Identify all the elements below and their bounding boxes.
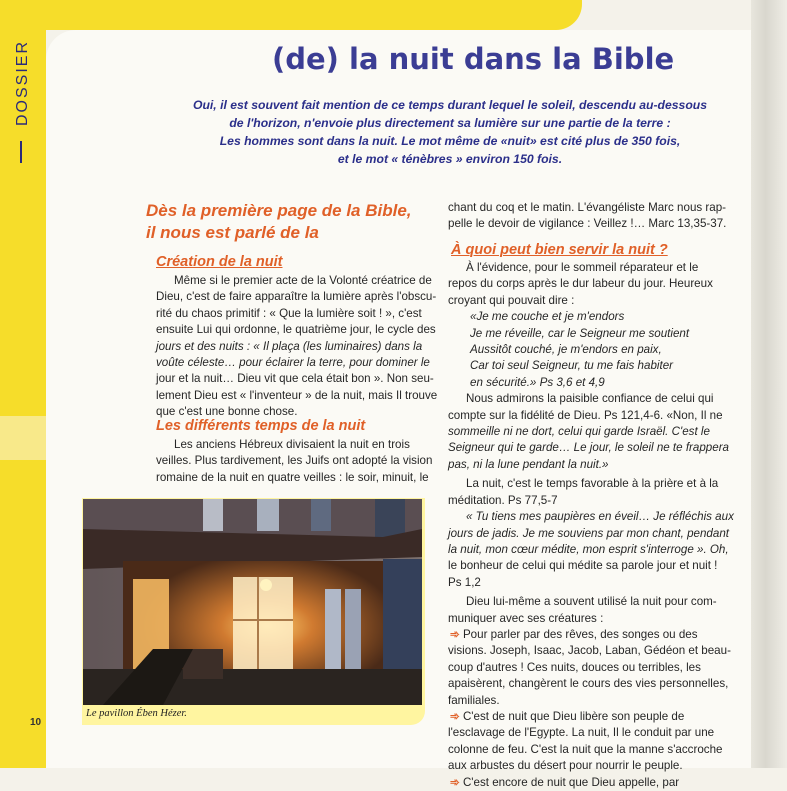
text-line: l'esclavage de l'Egypte. La nuit, Il le conduit par une	[448, 726, 715, 740]
house-photo	[83, 499, 422, 705]
text-line: jours de jadis. Je me souviens par mon chant, pendant	[448, 526, 729, 540]
arrow-bullet-icon: ➾	[450, 775, 463, 789]
text-line: « Tu tiens mes paupières en éveil… Je réfléchis aux	[466, 510, 734, 524]
text-line: romaine de la nuit en quatre veilles : le soir, minuit, le	[156, 470, 429, 484]
text-line: pelle le devoir de vigilance : Veillez !… Marc 13,35-37.	[448, 217, 727, 231]
photo-caption: Le pavillon Ében Hézer.	[86, 708, 187, 719]
text-line: Car toi seul Seigneur, tu me fais habiter	[470, 359, 673, 373]
creation-heading: Création de la nuit	[156, 254, 283, 270]
arrow-bullet-icon: ➾	[450, 709, 463, 723]
text-line: sommeille ni ne dort, celui qui garde Israël. C'est le	[448, 425, 710, 439]
text-line: que c'est une bonne chose.	[156, 405, 298, 419]
text-line: «Je me couche et je m'endors	[470, 310, 625, 324]
text-line: Même si le premier acte de la Volonté créatrice de	[174, 274, 432, 287]
page-title: (de) la nuit dans la Bible	[272, 42, 675, 76]
intro-line: et le mot « ténèbres » environ 150 fois.	[337, 152, 563, 166]
text-line: croyant qui pouvait dire :	[448, 293, 575, 307]
text-line: chant du coq et le matin. L'évangéliste Marc nous rap-	[448, 201, 727, 214]
text-line: Ps 1,2	[448, 575, 481, 589]
text-line: voûte céleste… pour éclairer la terre, pour dominer le	[156, 356, 430, 370]
text-line: colonne de feu. C'est la nuit que la manne s'accroche	[448, 742, 723, 756]
text-line: compte sur la fidélité de Dieu. Ps 121,4-6. «Non, Il ne	[448, 408, 723, 422]
intro-line: de l'horizon, n'envoie plus directement sa lumière sur une partie de la terre :	[229, 116, 671, 130]
text-line: C'est de nuit que Dieu libère son peuple de	[462, 709, 685, 723]
text-line: veilles. Plus tardivement, les Juifs ont adopté la vision	[156, 454, 433, 468]
text-line: rité du chaos primitif : « Que la lumière soit ! », c'est	[156, 306, 422, 320]
text-line: ensuite Lui qui ordonne, le quatrième jour, le cycle des	[156, 323, 436, 337]
text-line: À l'évidence, pour le sommeil réparateur et le	[466, 261, 699, 274]
text-line: méditation. Ps 77,5-7	[448, 493, 558, 507]
intro-line: Oui, il est souvent fait mention de ce temps durant lequel le soleil, descendu au-dessous	[192, 98, 708, 112]
creation-paragraph	[156, 273, 438, 421]
text-line: coup d'autres ! Ces nuits, douces ou terribles, les	[448, 660, 701, 674]
section-heading	[146, 200, 412, 244]
text-line: aux arbustes du désert pour nourrir le peuple.	[448, 759, 683, 773]
section-divider	[20, 141, 22, 163]
text-line: pas, ni la lune pendant la nuit.»	[448, 457, 609, 471]
text-line: muniquer avec ses créatures :	[448, 611, 604, 625]
text-line: visions. Joseph, Isaac, Jacob, Laban, Gédéon et beau-	[448, 644, 731, 658]
text-line: en sécurité.» Ps 3,6 et 4,9	[470, 375, 605, 389]
text-line: apaisèrent, changèrent le cours des vies personnelles,	[448, 677, 729, 691]
page-number: 10	[30, 717, 42, 728]
text-line: Les anciens Hébreux divisaient la nuit en trois	[174, 438, 410, 451]
text-line: Je me réveille, car le Seigneur me soutient	[470, 326, 690, 340]
text-line: Aussitôt couché, je m'endors en paix,	[470, 343, 662, 357]
yellow-top-bar	[0, 0, 582, 30]
temps-paragraph	[156, 437, 433, 486]
text-line: jour et la nuit… Dieu vit que cela était bon ». Non seu-	[156, 372, 434, 386]
text-line: Seigneur qui te garde… Le jour, le soleil ne te frappera	[448, 441, 730, 455]
right-top-paragraph	[448, 200, 728, 233]
text-line: Pour parler par des rêves, des songes ou des	[462, 627, 698, 641]
text-line: familiales.	[448, 693, 500, 707]
page-gutter	[751, 0, 787, 768]
text-line: La nuit, c'est le temps favorable à la prière et à la	[466, 477, 719, 491]
text-line: Dieu lui-même a souvent utilisé la nuit pour com-	[466, 595, 717, 609]
section-heading-line: Dès la première page de la Bible,	[146, 201, 412, 220]
text-line: lement Dieu est « l'inventeur » de la nuit, mais Il trouve	[156, 388, 438, 402]
section-heading-line: il nous est parlé de la	[146, 223, 319, 242]
quoi-body	[448, 260, 734, 791]
temps-heading: Les différents temps de la nuit	[156, 418, 366, 434]
text-line: C'est encore de nuit que Dieu appelle, par	[462, 775, 680, 789]
arrow-bullet-icon: ➾	[450, 627, 463, 641]
intro-line: Les hommes sont dans la nuit. Le mot même de «nuit» est cité plus de 350 fois,	[219, 134, 681, 148]
text-line: le bonheur de celui qui médite sa parole jour et nuit !	[448, 559, 718, 573]
text-line: Nous admirons la paisible confiance de celui qui	[466, 392, 714, 406]
section-label: DOSSIER	[14, 40, 31, 127]
text-line: repos du corps après le dur labeur du jour. Heureux	[448, 277, 713, 291]
quoi-heading: À quoi peut bien servir la nuit ?	[451, 242, 668, 258]
text-line: la nuit, mon cœur médite, mon esprit s'interroge ». Oh,	[448, 542, 729, 556]
text-line: jours et des nuits : « Il plaça (les luminaires) dans la	[156, 339, 423, 353]
intro-paragraph	[170, 96, 730, 168]
text-line: Dieu, c'est de faire apparaître la lumière après l'obscu-	[156, 290, 437, 304]
